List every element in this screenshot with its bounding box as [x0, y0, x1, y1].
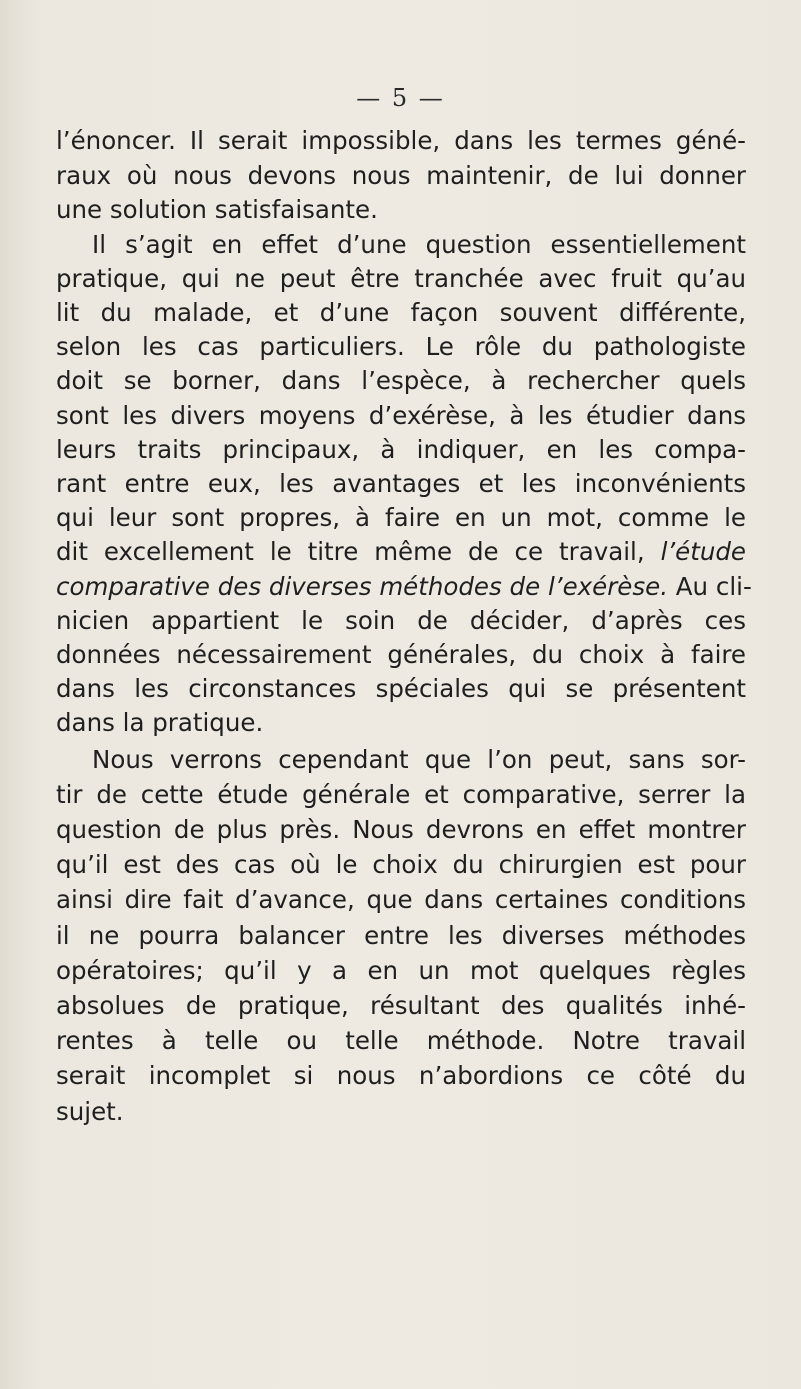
text-line: qui leur sont propres, à faire en un mot, comme le	[56, 503, 746, 533]
text-line: qu’il est des cas où le choix du chirurgien est pour	[56, 850, 746, 880]
text-segment: Au cli-	[675, 571, 752, 601]
text-line	[56, 570, 752, 604]
text-line: lit du malade, et d’une façon souvent différente,	[56, 297, 746, 327]
text-line: question de plus près. Nous devrons en effet montrer	[56, 814, 746, 844]
italic-title-segment: comparative des diverses méthodes de l’exérèse.	[56, 571, 668, 601]
text-line: sont les divers moyens d’exérèse, à les étudier dans	[56, 400, 746, 430]
text-line	[56, 535, 746, 569]
text-line: opératoires; qu’il y a en un mot quelques règles	[56, 955, 746, 985]
text-line: doit se borner, dans l’espèce, à rechercher quels	[56, 366, 746, 396]
text-line: il ne pourra balancer entre les diverses méthodes	[56, 920, 746, 950]
text-line: pratique, qui ne peut être tranchée avec fruit qu’au	[56, 263, 746, 293]
paragraph-3	[56, 742, 746, 1129]
text-line: Il s’agit en effet d’une question essentiellement	[92, 229, 746, 259]
text-line: sujet.	[56, 1096, 124, 1126]
text-line: rentes à telle ou telle méthode. Notre travail	[56, 1026, 746, 1056]
text-line: nicien appartient le soin de décider, d’après ces	[56, 605, 746, 635]
text-line: dans les circonstances spéciales qui se présentent	[56, 674, 746, 704]
text-line: dans la pratique.	[56, 708, 264, 738]
body-text	[56, 124, 752, 1129]
text-line: données nécessairement générales, du choix à faire	[56, 639, 746, 669]
text-line: selon les cas particuliers. Le rôle du pathologiste	[56, 332, 746, 362]
text-line: serait incomplet si nous n’abordions ce côté du	[56, 1061, 746, 1091]
text-line: rant entre eux, les avantages et les inconvénients	[56, 468, 746, 498]
italic-title-segment: l’étude	[660, 537, 747, 567]
paragraph-1	[56, 124, 746, 228]
text-line: l’énoncer. Il serait impossible, dans les termes géné-	[56, 126, 746, 155]
text-line: leurs traits principaux, à indiquer, en les compa-	[56, 434, 746, 464]
page-number: — 5 —	[356, 84, 445, 112]
text-line: absolues de pratique, résultant des qualités inhé-	[56, 990, 746, 1020]
text-line: ainsi dire fait d’avance, que dans certaines conditions	[56, 885, 746, 915]
text-line: une solution satisfaisante.	[56, 195, 378, 224]
text-line: tir de cette étude générale et comparative, serrer la	[56, 779, 746, 809]
text-segment: dit excellement le titre même de ce travail,	[56, 537, 645, 567]
text-line: Nous verrons cependant que l’on peut, sans sor-	[92, 744, 746, 774]
text-line: raux où nous devons nous maintenir, de lui donner	[56, 160, 746, 190]
paragraph-2	[56, 228, 752, 741]
